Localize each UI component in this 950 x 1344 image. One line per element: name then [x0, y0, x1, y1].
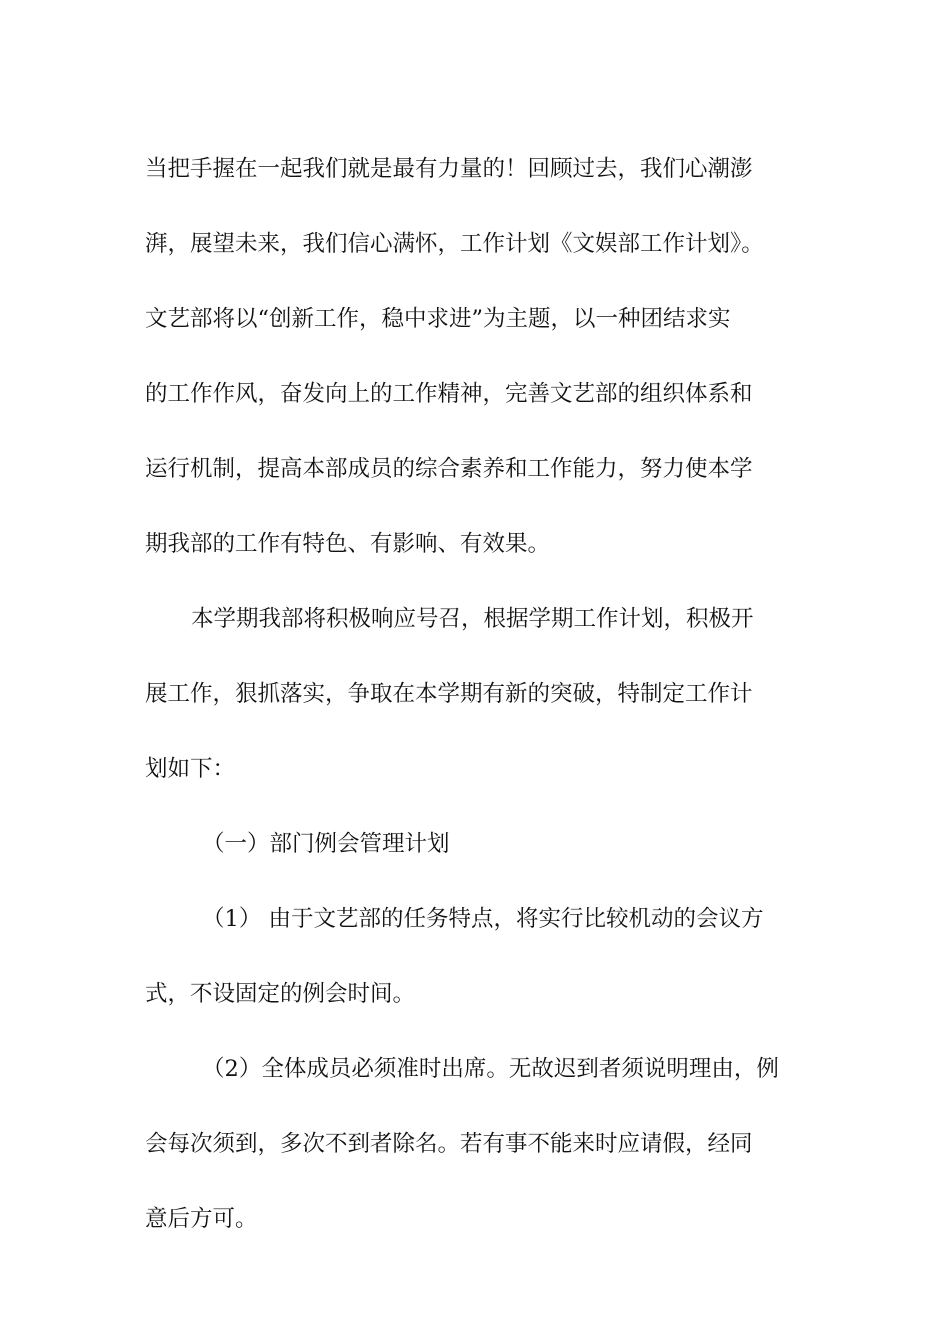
paragraph-line: 式，不设固定的例会时间。 — [145, 981, 416, 1007]
document-body — [145, 132, 810, 1257]
paragraph-line: 的工作作风，奋发向上的工作精神，完善文艺部的组织体系和 — [145, 381, 753, 407]
paragraph-line: 运行机制，提高本部成员的综合素养和工作能力，努力使本学 — [145, 456, 753, 482]
paragraph-line: 划如下： — [145, 756, 236, 782]
section-heading: （一）部门例会管理计划 — [202, 831, 450, 857]
paragraph-line: 期我部的工作有特色、有影响、有效果。 — [145, 531, 551, 557]
paragraph-line: 展工作，狠抓落实，争取在本学期有新的突破，特制定工作计 — [145, 681, 753, 707]
paragraph-line: 当把手握在一起我们就是最有力量的！回顾过去，我们心潮澎 — [145, 156, 753, 182]
paragraph-line: 文艺部将以“创新工作，稳中求进”为主题，以一种团结求实 — [145, 306, 731, 332]
paragraph-line: 会每次须到，多次不到者除名。若有事不能来时应请假，经同 — [145, 1131, 753, 1157]
paragraph-line: （2）全体成员必须准时出席。无故迟到者须说明理由，例 — [202, 1056, 779, 1082]
paragraph-line: 湃，展望未来，我们信心满怀，工作计划《文娱部工作计划》。 — [145, 231, 764, 257]
paragraph-line: 本学期我部将积极响应号召，根据学期工作计划，积极开 — [191, 606, 754, 632]
paragraph-line: 意后方可。 — [145, 1206, 258, 1232]
paragraph-line: （1） 由于文艺部的任务特点，将实行比较机动的会议方 — [202, 906, 764, 932]
